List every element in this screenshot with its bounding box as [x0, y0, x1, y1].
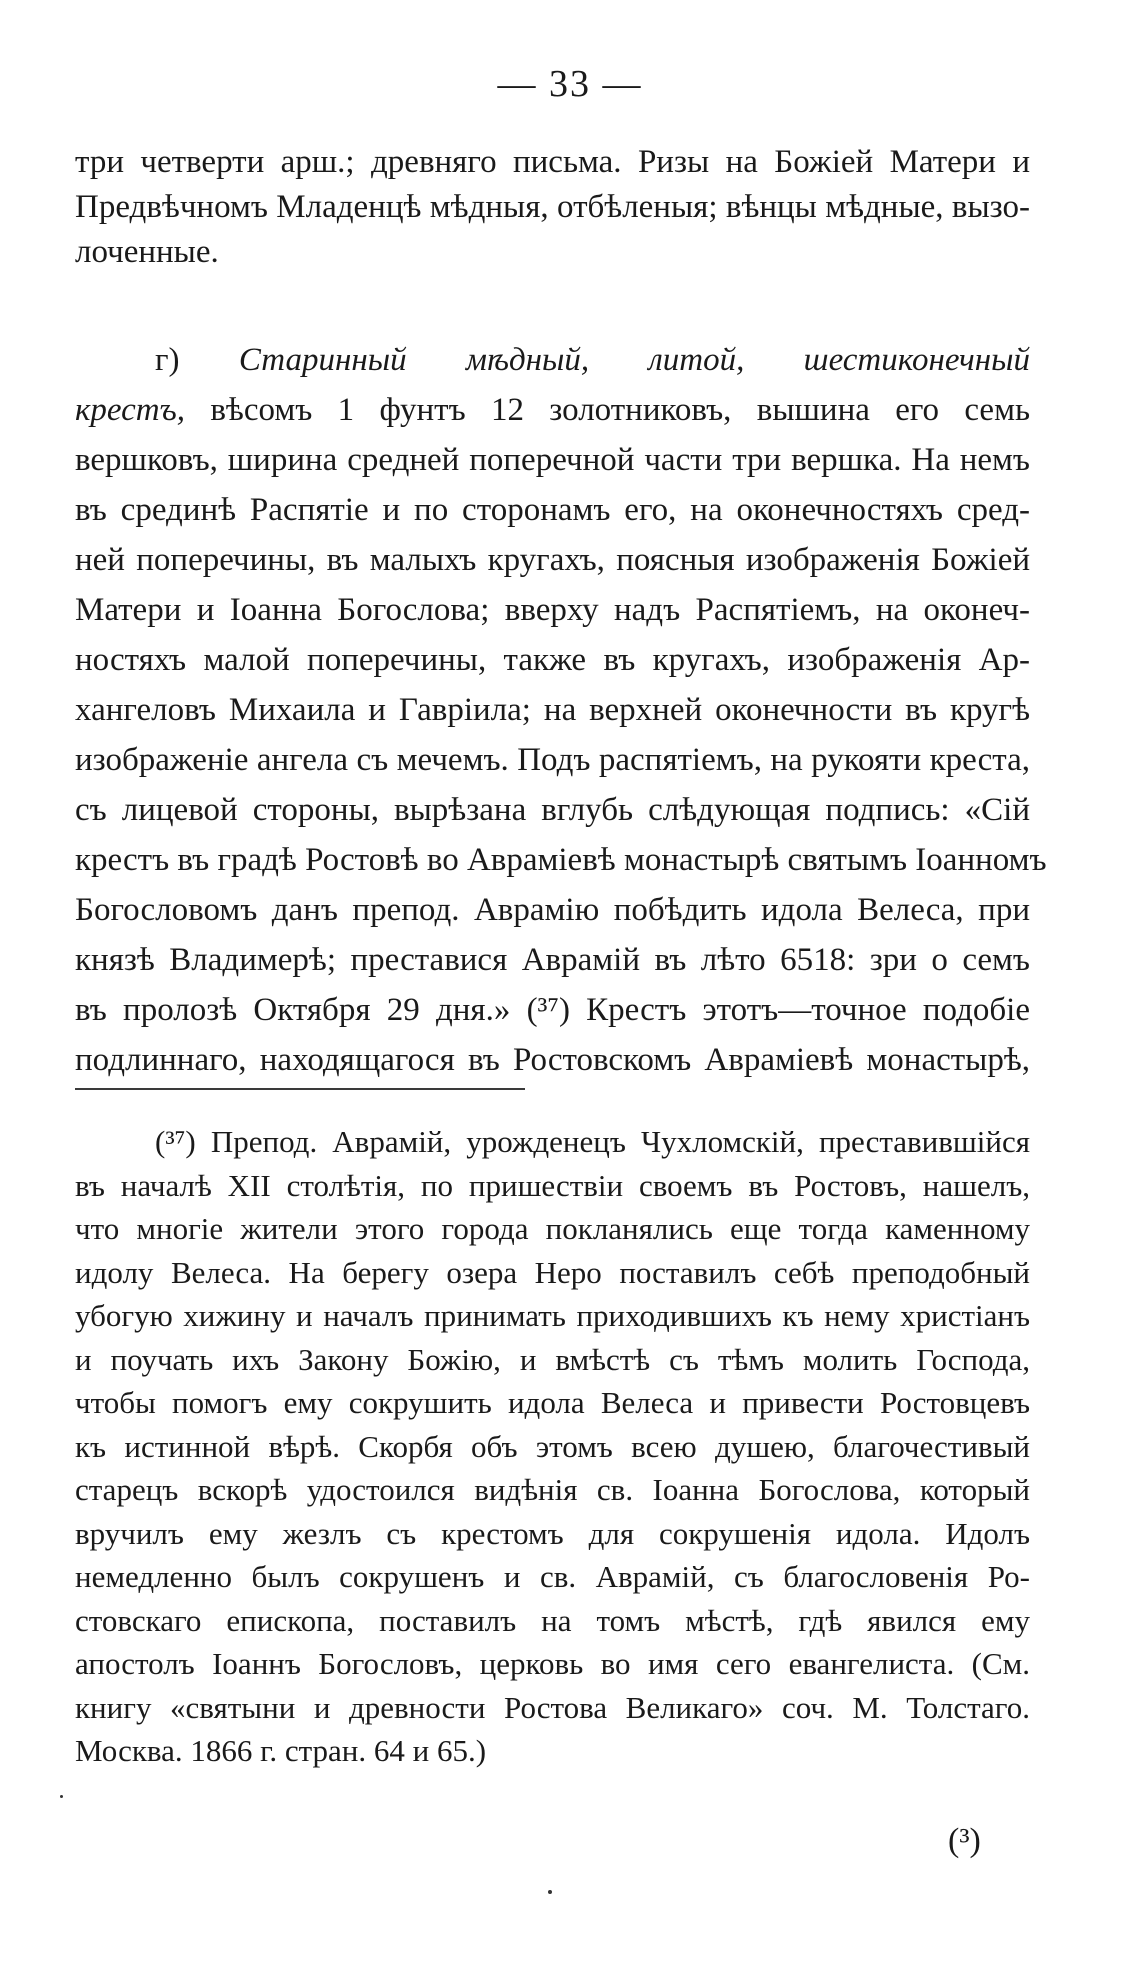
footnote-line: Москва. 1866 г. стран. 64 и 65.) — [75, 1733, 487, 1768]
print-speck — [548, 1890, 552, 1894]
footnote-line: (³⁷) Препод. Аврамій, урожденецъ Чухломскій, преставившійся — [155, 1124, 1030, 1159]
footnote-line: и поучать ихъ Закону Божію, и вмѣстѣ съ тѣмъ молить Господа, — [75, 1341, 1030, 1377]
footnote-line: въ началѣ XII столѣтія, по пришествіи своемъ въ Ростовъ, нашелъ, — [75, 1167, 1030, 1203]
footnote-line: идолу Велеса. На берегу озера Неро поставилъ себѣ преподобный — [75, 1254, 1030, 1290]
print-speck — [60, 1795, 63, 1798]
signature-mark: (³) — [948, 1822, 981, 1859]
text-line: Богословомъ данъ препод. Аврамію побѣдить идола Велеса, при — [75, 892, 1030, 928]
text-line: крестъ въ градѣ Ростовѣ во Авраміевѣ монастырѣ святымъ Іоанномъ — [75, 842, 1047, 878]
footnote-line: старецъ вскорѣ удостоился видѣнія св. Іоанна Богослова, который — [75, 1472, 1030, 1507]
item-marker: г) — [155, 342, 180, 378]
footnote-line: апостолъ Іоаннъ Богословъ, церковь во имя сего евангелиста. (См. — [75, 1646, 1030, 1681]
text-line: Предвѣчномъ Младенцѣ мѣдныя, отбѣленыя; вѣнцы мѣдные, вызо- — [75, 189, 1030, 225]
footnote-line: убогую хижину и началъ принимать приходившихъ къ нему христіанъ — [75, 1298, 1030, 1333]
text-line: изображеніе ангела съ мечемъ. Подъ распятіемъ, на рукояти креста, — [75, 742, 1030, 778]
footnote-line: вручилъ ему жезлъ съ крестомъ для сокрушенія идола. Идолъ — [75, 1515, 1030, 1551]
main-paragraph — [75, 335, 1047, 1085]
text-line: съ лицевой стороны, вырѣзана вглубь слѣдующая подпись: «Сій — [75, 792, 1030, 828]
footnote-line: что многіе жители этого города покланялись еще тогда каменному — [75, 1211, 1030, 1246]
footnote-line: немедленно былъ сокрушенъ и св. Аврамій, съ благословенія Ро- — [75, 1559, 1030, 1594]
page-number: — 33 — — [497, 63, 643, 105]
text-fragment: вѣсомъ 1 фунтъ 12 золотниковъ, вышина его семь — [210, 392, 1031, 428]
text-line: князѣ Владимерѣ; преставися Аврамій въ лѣто 6518: зри о семъ — [75, 942, 1030, 978]
footnote-line: стовскаго епископа, поставилъ на томъ мѣстѣ, гдѣ явился ему — [75, 1602, 1030, 1638]
text-line: три четверти арш.; древняго письма. Ризы на Божіей Матери и — [75, 144, 1030, 180]
text-line: вершковъ, ширина средней поперечной части три вершка. На немъ — [75, 442, 1030, 478]
footnote-line: чтобы помогъ ему сокрушить идола Велеса и привести Ростовцевъ — [75, 1385, 1030, 1420]
footnote-line: къ истинной вѣрѣ. Скорбя объ этомъ всею душею, благочестивый — [75, 1428, 1030, 1464]
lead-line — [75, 335, 1030, 385]
intro-paragraph — [75, 140, 1030, 275]
text-line: лоченные. — [75, 234, 219, 270]
item-title-end: крестъ, — [75, 392, 186, 428]
text-line: въ срединѣ Распятіе и по сторонамъ его, на оконечностяхъ сред- — [75, 492, 1030, 528]
text-line: въ пролозѣ Октября 29 дня.» (³⁷) Крестъ этотъ—точное подобіе — [75, 992, 1030, 1028]
text-line: Матери и Іоанна Богослова; вверху надъ Распятіемъ, на оконеч- — [75, 592, 1030, 628]
item-title: Старинный мѣдный, литой, шестиконечный — [238, 342, 1030, 378]
footnote — [75, 1120, 1030, 1773]
text-line — [75, 385, 1030, 435]
text-line: ней поперечины, въ малыхъ кругахъ, поясныя изображенія Божіей — [75, 542, 1030, 578]
text-line: подлиннаго, находящагося въ Ростовскомъ Авраміевѣ монастырѣ, — [75, 1042, 1030, 1078]
text-line: хангеловъ Михаила и Гавріила; на верхней оконечности въ кругѣ — [75, 692, 1030, 728]
text-line: ностяхъ малой поперечины, также въ кругахъ, изображенія Ар- — [75, 642, 1030, 678]
footnote-divider — [75, 1088, 525, 1090]
footnote-line: книгу «святыни и древности Ростова Великаго» соч. М. Толстаго. — [75, 1689, 1030, 1725]
